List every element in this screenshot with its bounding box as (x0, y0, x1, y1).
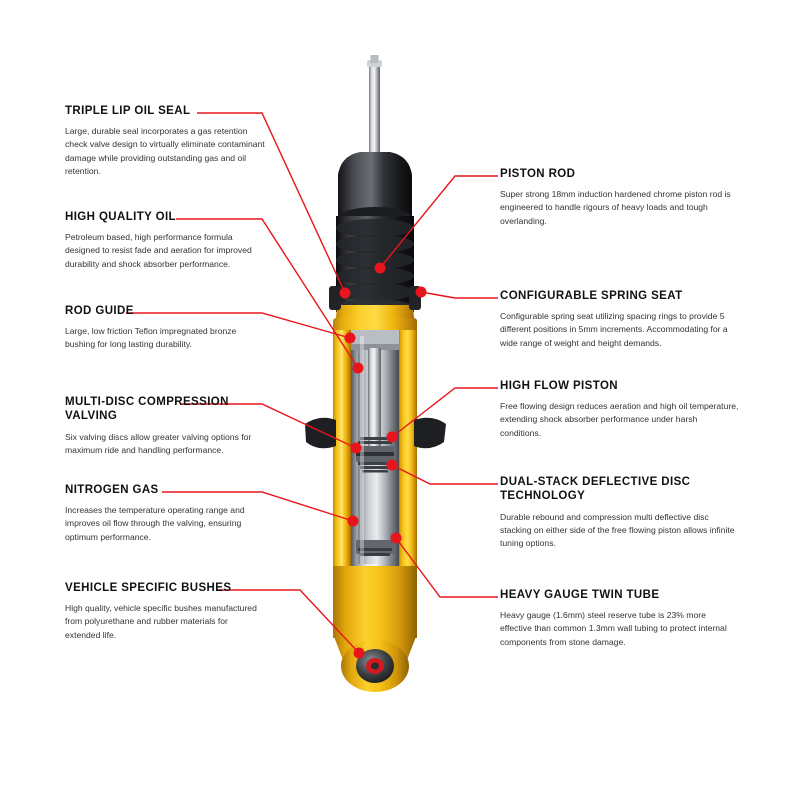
callout-body: Super strong 18mm induction hardened chrome piston rod is engineered to handle rigours of heavy loads and tough overlanding. (500, 189, 731, 226)
callout-markers (340, 263, 427, 659)
callout-title: MULTI-DISC COMPRESSION VALVING (65, 396, 229, 423)
callout-multi-disc-compression-valving (65, 395, 265, 457)
callout-high-quality-oil (65, 210, 265, 271)
callout-body: Durable rebound and compression multi deflective disc stacking on either side of the free flowing piston allows infinite tuning options. (500, 511, 735, 548)
callout-body: Increases the temperature operating range and improves oil flow through the valving, ensuring optimum performance. (65, 505, 245, 542)
callout-title: NITROGEN GAS (65, 484, 159, 496)
callout-title: HIGH QUALITY OIL (65, 211, 176, 223)
callout-heavy-gauge-twin-tube (500, 588, 740, 649)
callout-high-flow-piston (500, 379, 740, 440)
callout-body: Free flowing design reduces aeration and high oil temperature, extending shock absorber performance under harsh conditions. (500, 401, 739, 438)
callout-body: Heavy gauge (1.6mm) steel reserve tube is 23% more effective than common 1.3mm wall tubing to protect internal components from stone damage. (500, 610, 727, 647)
callout-rod-guide (65, 304, 265, 352)
callout-title: PISTON ROD (500, 168, 576, 180)
callout-title: DUAL-STACK DEFLECTIVE DISC TECHNOLOGY (500, 476, 691, 503)
callout-dual-stack-deflective-disc-technology (500, 475, 740, 550)
callout-title: HIGH FLOW PISTON (500, 380, 618, 392)
callout-triple-lip-oil-seal (65, 104, 265, 178)
callout-vehicle-specific-bushes (65, 581, 265, 642)
callout-body: Configurable spring seat utilizing spacing rings to provide 5 different positions in 5mm increments. Accommodating for a wide range of weight and height demands. (500, 311, 728, 348)
callout-title: VEHICLE SPECIFIC BUSHES (65, 582, 232, 594)
callout-configurable-spring-seat (500, 289, 740, 350)
callout-body: Petroleum based, high performance formula designed to resist fade and aeration for improved durability and shock absorber performance. (65, 232, 252, 269)
callout-body: Large, low friction Teflon impregnated bronze bushing for long lasting durability. (65, 326, 237, 350)
callout-title: TRIPLE LIP OIL SEAL (65, 105, 191, 117)
callout-title: HEAVY GAUGE TWIN TUBE (500, 589, 660, 601)
callout-title: ROD GUIDE (65, 305, 134, 317)
callout-nitrogen-gas (65, 483, 265, 544)
callout-body: Large, durable seal incorporates a gas retention check valve design to virtually eliminate contaminant damage while providing outstanding gas and oil retention. (65, 126, 265, 176)
callout-body: High quality, vehicle specific bushes manufactured from polyurethane and rubber materials for extended life. (65, 603, 257, 640)
shock-absorber-artwork (305, 55, 446, 692)
callout-piston-rod (500, 167, 740, 228)
callout-title: CONFIGURABLE SPRING SEAT (500, 290, 683, 302)
callout-body: Six valving discs allow greater valving options for maximum ride and handling performance. (65, 431, 252, 455)
